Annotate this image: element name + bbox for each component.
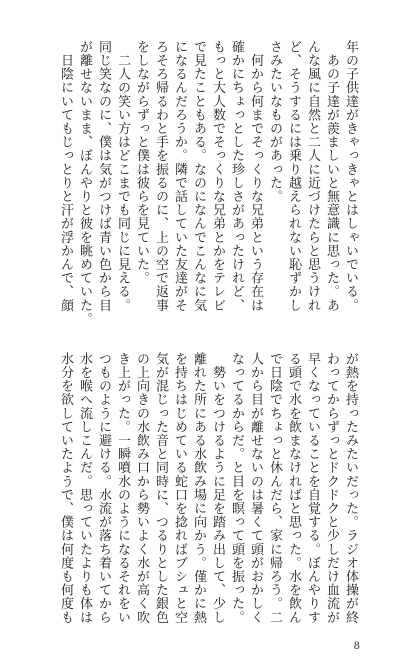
text-line: 人から目が離せないのは暑くて頭がおかしく (248, 352, 263, 624)
upper-text-block (56, 40, 360, 340)
text-line: の上向きの水飲み口から勢いよく水が高く吹 (134, 352, 149, 624)
text-line: 確かにちょっとした珍しさがあったけれど、 (229, 40, 244, 312)
text-line: つものように避ける。水流が落ち着いてから (96, 352, 111, 624)
text-line: もっと大人数でそっくりな兄弟とかをテレビ (210, 40, 225, 312)
text-line: わってからずっとドクドクと少しだけ血流が (324, 352, 339, 624)
text-line: で見たこともある。なのになんでこんなに気 (191, 40, 206, 312)
text-line: 離れた所にある水飲み場に向かう。僅かに熱 (191, 352, 206, 624)
text-line: をしながらずっと僕は彼らを見ていた。 (134, 40, 149, 285)
text-line: 同じ笑なのに、僕は気がつけば青い色から目 (96, 40, 111, 312)
text-line: 年の子供達がきゃっきゃとはしゃいでいる。 (343, 40, 358, 312)
text-line: 何から何までそっくりな兄弟という存在は (248, 40, 263, 312)
text-line: 早くなっていることを自覚する。ぼんやりす (305, 352, 320, 624)
text-line: を持ちはじめている蛇口を捻ればブシュと空 (172, 352, 187, 624)
text-line: が離せないまま、ぼんやりと彼を眺めていた。 (77, 40, 92, 326)
text-line: あの子達が羨ましいと無意識に思った。あ (324, 40, 339, 312)
text-line: さみたいなものがあった。 (267, 40, 282, 204)
text-line: 気が混じった音と同時に、つるりとした銀色 (153, 352, 168, 624)
text-line: ろそろ帰るわと手を振るのに、上の空で返事 (153, 40, 168, 312)
text-line: る頭で水を飲まなければと思った。水を飲ん (286, 352, 301, 624)
text-line: になるんだろうか。隣で話していた友達がそ (172, 40, 187, 312)
text-line: 水を喉へ流しこんだ。思っていたよりも体は (77, 352, 92, 624)
text-line: 水分を欲していたようで、僕は何度も何度も (58, 352, 73, 624)
text-line: ど、そうするには乗り越えられない恥ずかし (286, 40, 301, 312)
text-line: 勢いをつけるように足を踏み出して、少し (210, 352, 225, 624)
page-number: 8 (353, 641, 360, 652)
text-line: で日陰でちょっと休んだら、家に帰ろう。二 (267, 352, 282, 624)
text-line: 日陰にいてもじっとりと汗が浮かんで、顔 (58, 40, 73, 312)
lower-text-block (56, 352, 360, 652)
text-line: 二人の笑い方はどこまでも同じに見える。 (115, 40, 130, 312)
text-line: なってるからだ。と目を瞑って頭を振った。 (229, 352, 244, 624)
text-line: んな風に自然と二人に近づけたらと思うけれ (305, 40, 320, 312)
text-line: が熱を持ったみたいだった。ラジオ体操が終 (343, 352, 358, 624)
text-line: き上がった。一瞬噴水のようになるそれをい (115, 352, 130, 624)
